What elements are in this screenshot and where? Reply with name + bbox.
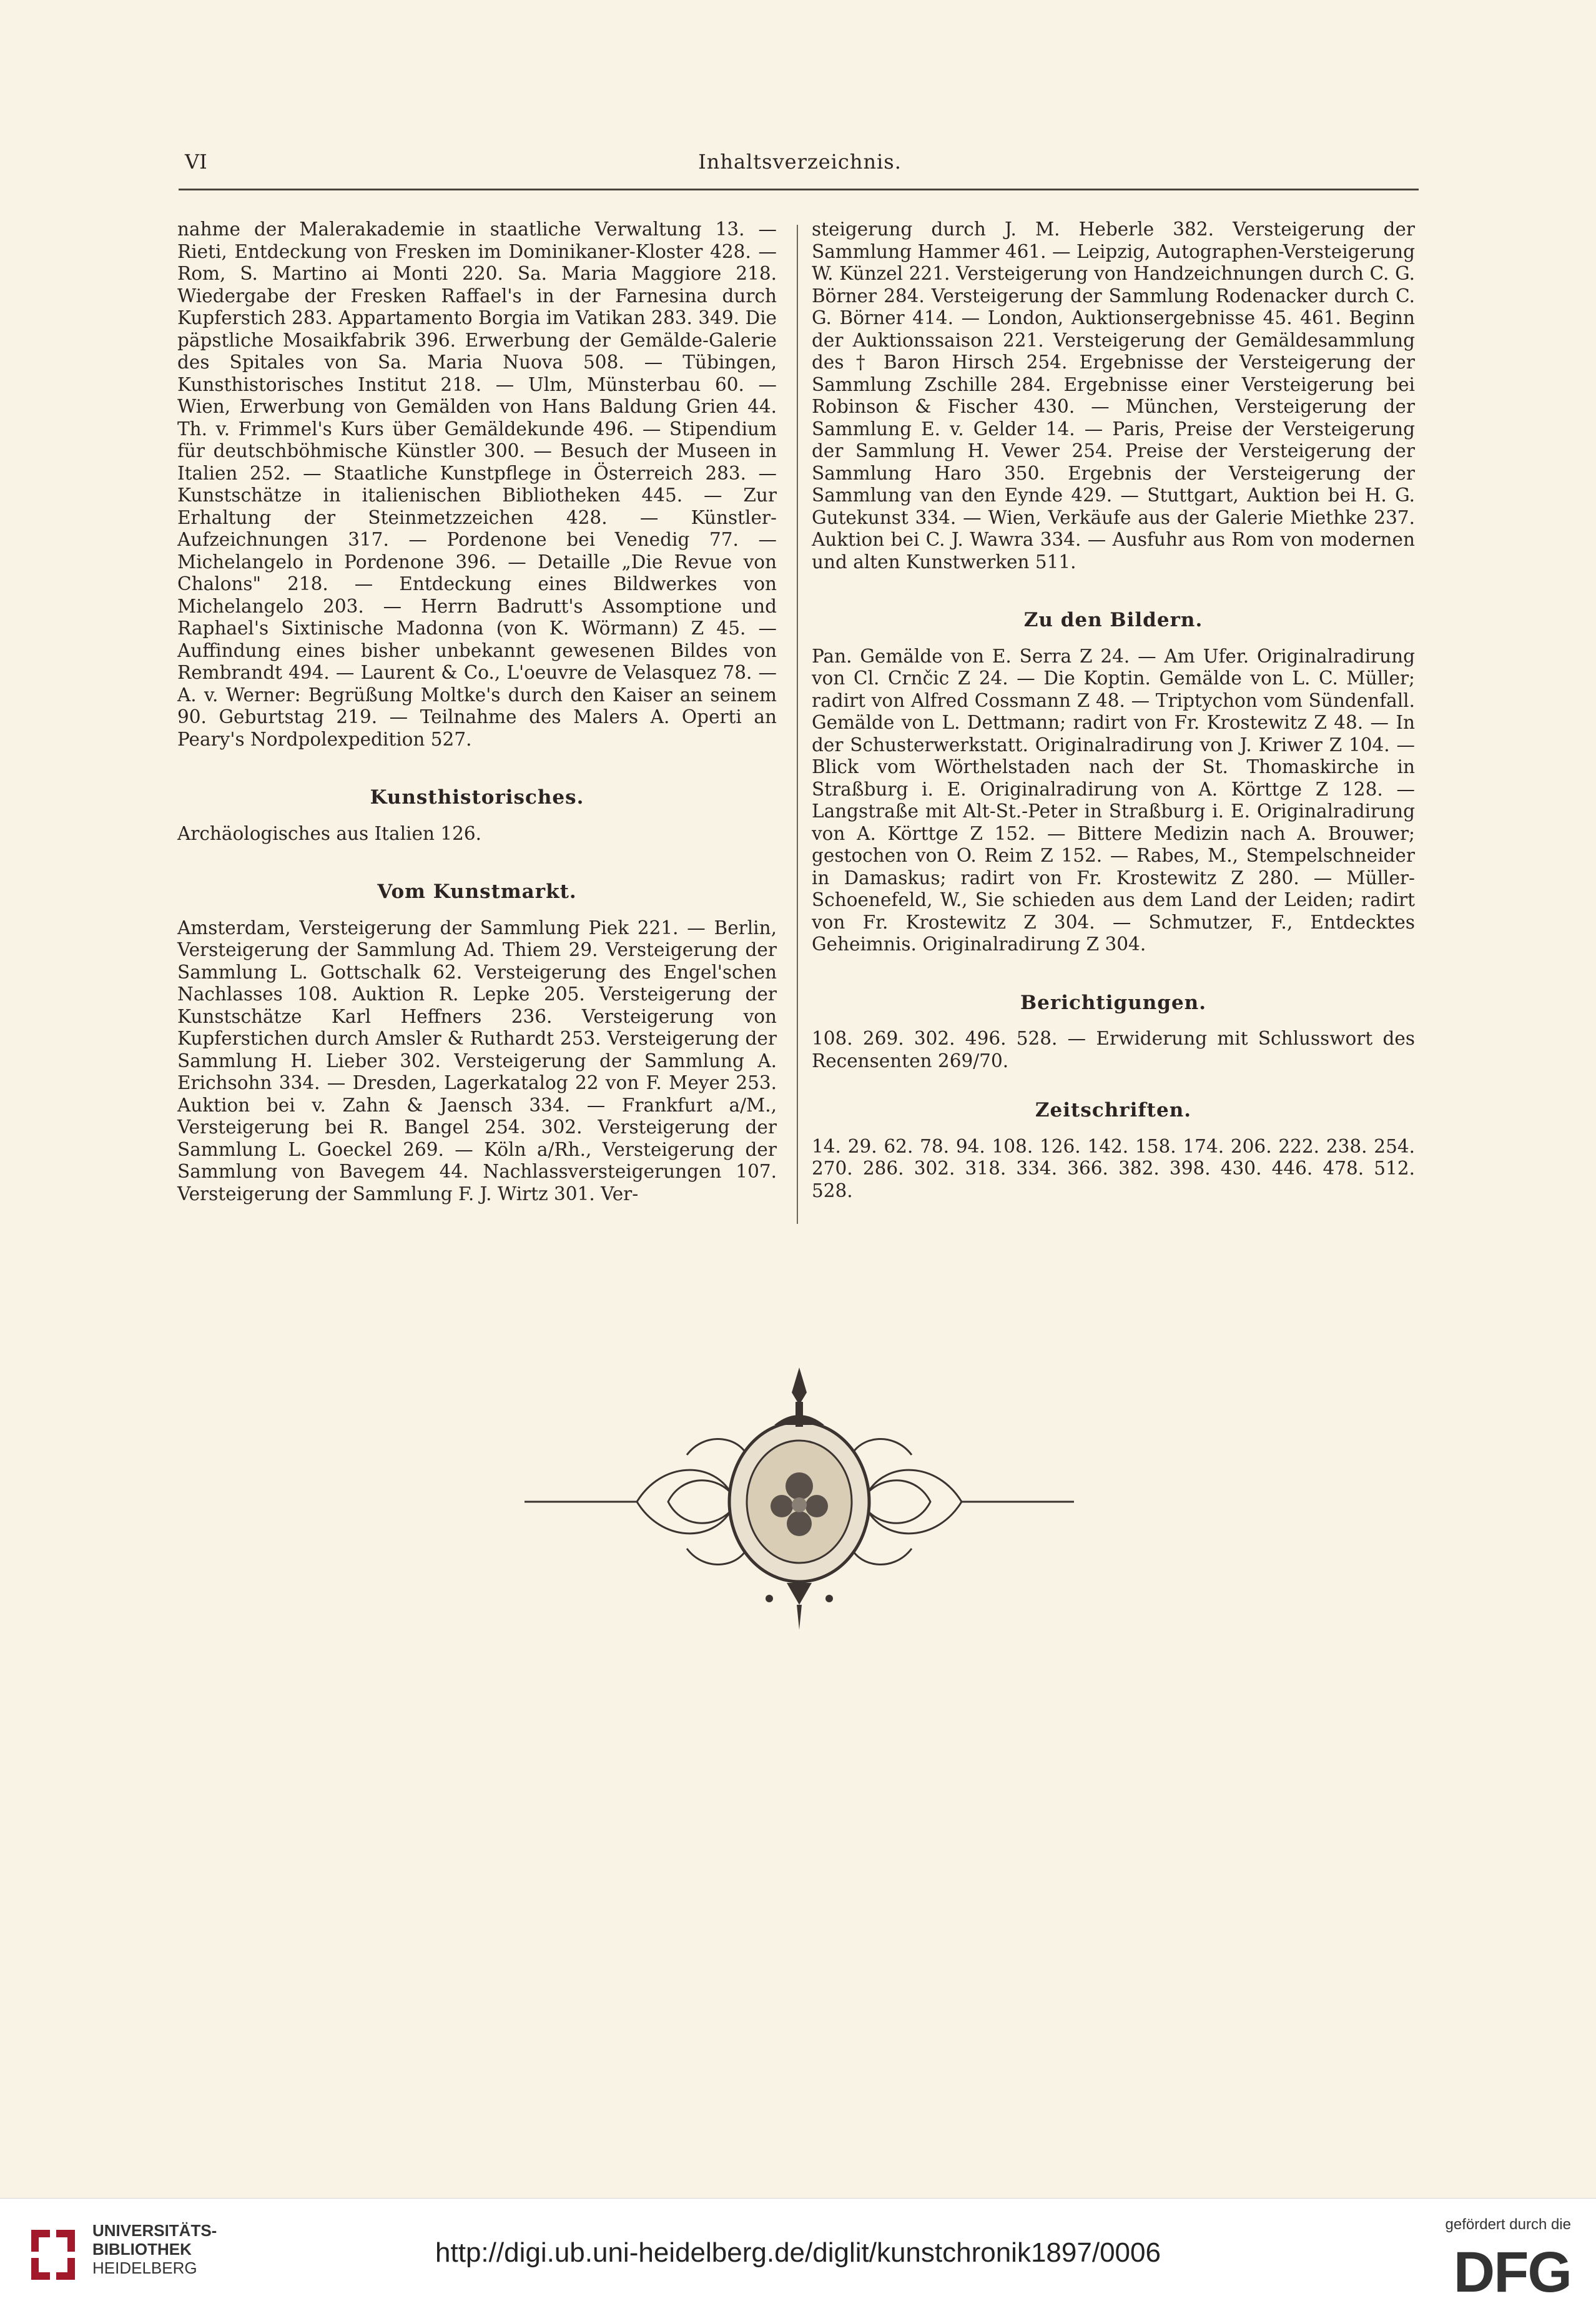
library-name-line2: BIBLIOTHEK <box>92 2240 192 2259</box>
left-intro-text: nahme der Malerakademie in staatliche Verwaltung 13. — Rieti, Entdeckung von Fresken im Dominikaner-Kloster 428. — Rom, S. Martino ai Monti 220. Sa. Maria Maggiore 218. Wiedergabe der Fresken Raffael's in der Farnesina durch Kupferstich 283. Appartamento Borgia im Vatikan 283. 349. Die päpstliche Mosaikfabrik 396. Erwerbung der Gemälde-Galerie des Spitales von Sa. Maria Nuova 508. — Tübingen, Kunsthistorisches Institut 218. — Ulm, Münsterbau 60. — Wien, Erwerbung von Gemälden von Hans Baldung Grien 44. Th. v. Frimmel's Kurs über Gemäldekunde 496. — Stipendium für deutschböhmische Künstler 300. — Besuch der Museen in Italien 252. — Staatliche Kunstpflege in Österreich 283. — Kunstschätze in italienischen Bibliotheken 445. — Zur Erhaltung der Steinmetzzeichen 428. — Künstler-Aufzeichnungen 317. — Pordenone bei Venedig 77. — Michelangelo in Pordenone 396. — Detaille „Die Revue von Chalons" 218. — Entdeckung eines Bildwerkes von Michelangelo 203. — Herrn Badrutt's Assomptione und Raphael's Sixtinische Madonna (von K. Wörmann) Z 45. — Auffindung eines bisher unbekannt gewesenen Bildes von Rembrandt 494. — Laurent & Co., L'oeuvre de Velasquez 78. — A. v. Werner: Begrüßung Moltke's durch den Kaiser an seinem 90. Geburtstag 219. — Teilnahme des Malers A. Operti an Peary's Nordpolexpedition 527. <box>177 219 777 750</box>
decorative-vignette-icon <box>525 1367 1074 1630</box>
section-heading-kunsthistorisches: Kunsthistorisches. <box>370 786 584 809</box>
right-column <box>812 219 1415 1202</box>
section-heading-zeitschriften: Zeitschriften. <box>1035 1099 1192 1121</box>
section-heading-kunstmarkt: Vom Kunstmarkt. <box>377 880 577 903</box>
kunstmarkt-text: Amsterdam, Versteigerung der Sammlung Piek 221. — Berlin, Versteigerung der Sammlung Ad. Thiem 29. Versteigerung der Sammlung L. Gottschalk 62. Versteigerung des Engel'schen Nachlasses 108. Auktion R. Lepke 205. Versteigerung der Kunstschätze Karl Heffners 236. Versteigerung von Kupferstichen durch Amsler & Ruthardt 253. Versteigerung der Sammlung H. Lieber 302. Versteigerung der Sammlung A. Erichsohn 334. — Dresden, Lagerkatalog 22 von F. Meyer 253. Auktion bei v. Zahn & Jaensch 334. — Frankfurt a/M., Versteigerung bei R. Bangel 254. 302. Versteigerung der Sammlung L. Goeckel 269. — Köln a/Rh., Versteigerung der Sammlung von Bavegem 44. Nachlassversteigerungen 107. Versteigerung der Sammlung F. J. Wirtz 301. Ver- <box>177 917 777 1205</box>
permalink-url[interactable]: http://digi.ub.uni-heidelberg.de/diglit/kunstchronik1897/0006 <box>435 2237 1161 2268</box>
bilder-text: Pan. Gemälde von E. Serra Z 24. — Am Ufer. Originalradirung von Cl. Crnčic Z 24. — Die Koptin. Gemälde von L. C. Müller; radirt von Alfred Cossmann Z 48. — Triptychon vom Sündenfall. Gemälde von L. Dettmann; radirt von Fr. Krostewitz Z 48. — In der Schusterwerkstatt. Originalradirung von J. Kriwer Z 104. — Blick vom Wörthelstaden nach der St. Thomaskirche in Straßburg i. E. Originalradirung von A. Körttge Z 128. — Langstraße mit Alt-St.-Peter in Straßburg i. E. Originalradirung von A. Körttge Z 152. — Bittere Medizin nach A. Brouwer; gestochen von O. Reim Z 152. — Rabes, M., Stempelschneider in Damaskus; radirt von Fr. Krostewitz Z 280. — Müller-Schoenefeld, W., Sie schieden aus dem Land der Leiden; radirt von Fr. Krostewitz Z 304. — Schmutzer, F., Entdecktes Geheimnis. Originalradirung Z 304. <box>812 645 1415 955</box>
zeitschriften-text: 14. 29. 62. 78. 94. 108. 126. 142. 158. 174. 206. 222. 238. 254. 270. 286. 302. 318. 334. 366. 382. 398. 430. 446. 478. 512. 528. <box>812 1135 1415 1201</box>
section-heading-bilder: Zu den Bildern. <box>1023 609 1203 631</box>
kunsthistorisches-text: Archäologisches aus Italien 126. <box>177 822 482 844</box>
digitization-footer <box>0 2198 1596 2311</box>
running-title: Inhaltsverzeichnis. <box>698 150 902 174</box>
column-divider <box>797 225 798 1224</box>
berichtigungen-text: 108. 269. 302. 496. 528. — Erwiderung mit Schlusswort des Recensenten 269/70. <box>812 1028 1415 1072</box>
page-number: VI <box>185 150 207 174</box>
header-rule <box>179 189 1419 190</box>
left-column <box>177 219 777 1205</box>
library-name-line1: UNIVERSITÄTS- <box>92 2221 217 2240</box>
kunstmarkt-continuation-text: steigerung durch J. M. Heberle 382. Versteigerung der Sammlung Hammer 461. — Leipzig, Autographen-Versteigerung W. Künzel 221. Versteigerung von Handzeichnungen durch C. G. Börner 284. Versteigerung der Sammlung Rodenacker durch C. G. Börner 414. — London, Auktionsergebnisse 45. 461. Beginn der Auktionssaison 221. Versteigerung der Gemäldesammlung des † Baron Hirsch 254. Ergebnisse der Versteigerung der Sammlung Zschille 284. Ergebnisse einer Versteigerung bei Robinson & Fischer 430. — München, Versteigerung der Sammlung E. v. Gelder 14. — Paris, Preise der Versteigerung der Sammlung H. Vewer 254. Preise der Versteigerung der Sammlung Haro 350. Ergebnis der Versteigerung der Sammlung van den Eynde 429. — Stuttgart, Auktion bei H. G. Gutekunst 334. — Wien, Verkäufe aus der Galerie Miethke 237. Auktion bei C. J. Wawra 334. — Ausfuhr aus Rom von modernen und alten Kunstwerken 511. <box>812 219 1415 573</box>
page-header <box>185 150 1415 181</box>
funding-caption: gefördert durch die <box>1445 2216 1571 2233</box>
section-heading-berichtigungen: Berichtigungen. <box>1020 991 1207 1014</box>
dfg-logo: DFG <box>1453 2240 1571 2304</box>
library-name-line3: HEIDELBERG <box>92 2259 197 2277</box>
